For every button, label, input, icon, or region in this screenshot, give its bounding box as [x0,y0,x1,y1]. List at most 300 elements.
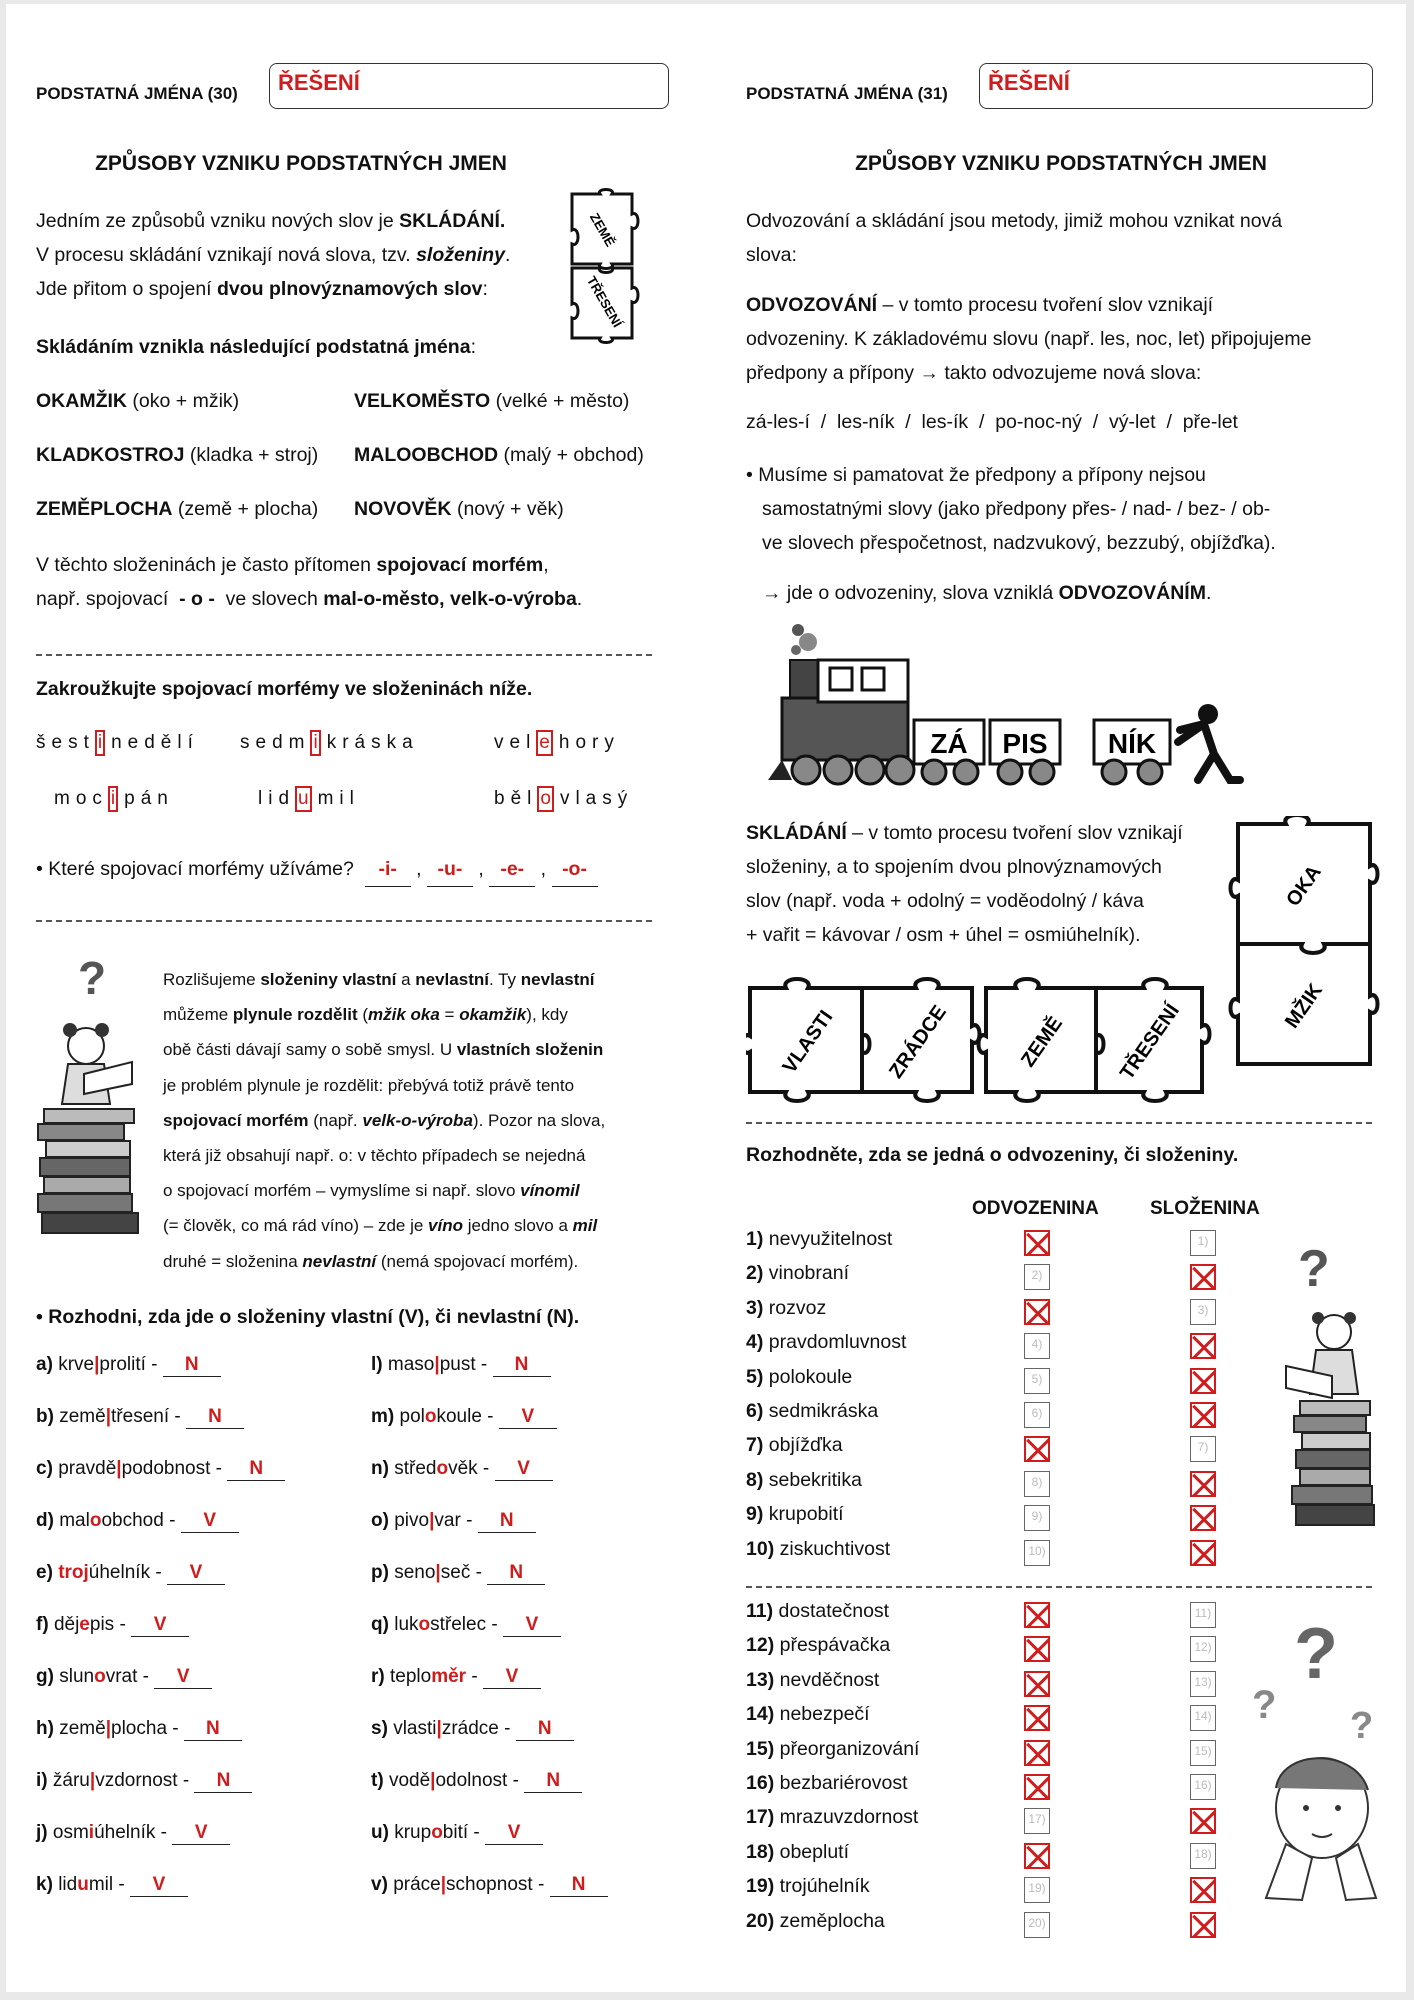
checkbox-number: 7) [1197,1440,1209,1455]
decide-item: d) maloobchod - V [36,1510,239,1533]
classify-item [746,1400,878,1423]
odvozenina-checkbox[interactable] [1024,1671,1050,1697]
slozenina-checkbox[interactable] [1190,1230,1216,1256]
solution-box [269,63,669,109]
item-letter: m) [371,1406,395,1427]
word-part: luk [394,1614,419,1635]
decide-item: k) lidumil - V [36,1874,188,1897]
word-part: zrádce [441,1718,499,1739]
item-letter: l) [371,1354,383,1375]
slozenina-checkbox[interactable] [1190,1402,1216,1428]
example-3: KLADKOSTROJ (kladka + stroj) [36,444,319,466]
examples-heading: Skládáním vznikla následující podstatná jména: [36,336,476,358]
item-word: pravdomluvnost [768,1331,907,1354]
decide-item: u) krupobití - V [371,1822,543,1845]
classify-item [746,1772,908,1795]
checkbox-number: 14) [1194,1709,1212,1724]
morpheme-marker: troj [58,1562,89,1583]
example-4: MALOOBCHOD (malý + obchod) [354,444,644,466]
item-number: 17) [746,1806,775,1829]
example-5: ZEMĚPLOCHA (země + plocha) [36,498,319,520]
classify-item [746,1738,919,1761]
odvozenina-checkbox[interactable] [1024,1368,1050,1394]
item-number: 4) [746,1331,764,1354]
word-part: prolití [99,1354,146,1375]
morpheme-marker: e [79,1614,90,1635]
word-part: třesení [111,1406,170,1427]
left-worksheet [36,4,686,1992]
divider [36,920,652,922]
classify-item [746,1875,870,1898]
morpheme-marker: | [105,1718,112,1739]
item-letter: f) [36,1614,49,1635]
item-letter: p) [371,1562,389,1583]
intro-paragraph: Odvozování a skládání jsou metody, jimiž mohou vznikat nová slova: [746,210,1283,266]
morpheme-marker: o [89,1510,102,1531]
odvozenina-checkbox[interactable] [1024,1471,1050,1497]
item-number: 8) [746,1468,764,1491]
classify-item [746,1331,906,1354]
checkbox-number: 5) [1031,1371,1043,1386]
svg-text:TŘESENÍ: TŘESENÍ [583,273,626,330]
answer-blank[interactable]: -i- [365,852,411,887]
checkbox-number: 15) [1194,1743,1212,1758]
item-number: 13) [746,1668,775,1691]
morpheme-marker: | [116,1458,122,1479]
svg-text:OKA: OKA [1282,861,1326,911]
divider [746,1586,1372,1588]
answer-blank[interactable]: V [154,1666,212,1689]
answer-blank[interactable]: N [186,1406,244,1429]
item-word: polokoule [768,1365,853,1388]
slozenina-checkbox[interactable] [1190,1540,1216,1566]
word-part: odolnost [435,1770,508,1791]
item-word: přespávačka [779,1634,891,1657]
task-decide-heading: • Rozhodni, zda jde o složeniny vlastní (V), či nevlastní (N). [36,1306,580,1328]
word-part: plocha [111,1718,168,1739]
item-number: 12) [746,1634,775,1657]
slozenina-checkbox[interactable] [1190,1436,1216,1462]
answer-blank[interactable]: N [227,1458,285,1481]
item-letter: g) [36,1666,54,1687]
classify-item [746,1634,890,1657]
morpheme-marker: | [434,1354,440,1375]
answer-blank[interactable]: V [172,1822,230,1845]
word-part: seč [440,1562,471,1583]
word-part: vodě [388,1770,431,1791]
slozenina-checkbox[interactable] [1190,1774,1216,1800]
vlastni-nevlastni-text: Rozlišujeme složeniny vlastní a nevlastní. Ty nevlastní můžeme plynule rozdělit (mžik oka = okamžik), kdy obě části dávají samy o sobě smysl. U vlastních složenin je problém plynule je rozdělit: přebývá totiž právě tento spojovací morfém (např. velk-o-výroba). Pozor na slova, která již obsahují např. o: v těchto případech se nejedná o spojovací morfém – vymyslíme si např. slovo vínomil (= člověk, co má rád víno) – zde je víno jedno slovo a mil druhé = složenina nevlastní (nemá spojovací morfém). [163,970,606,1271]
decide-item: l) maso|pust - N [371,1354,551,1377]
odvozovani-paragraph: ODVOZOVÁNÍ – v tomto procesu tvoření slov vznikají odvozeniny. K základovému slovu (např. les, noc, let) připojujeme předpony a přípony → takto odvozujeme nová slova: [746,294,1312,384]
odvozenina-checkbox[interactable] [1024,1877,1050,1903]
svg-text:ZEMĚ: ZEMĚ [1017,1012,1067,1072]
solution-label: ŘEŠENÍ [278,70,360,95]
slozenina-checkbox[interactable] [1190,1671,1216,1697]
answer-blank[interactable]: V [499,1406,557,1429]
decide-item: o) pivo|var - N [371,1510,536,1533]
svg-text:ZEMĚ: ZEMĚ [586,210,618,250]
slozenina-checkbox[interactable] [1190,1843,1216,1869]
example-1: OKAMŽIK (oko + mžik) [36,390,240,412]
word-part: bití [442,1822,469,1843]
classify-item [746,1538,890,1561]
checkbox-number: 10) [1028,1543,1046,1558]
derived-words-line: zá-les-í / les-ník / les-ík / po-noc-ný / vý-let / pře-let [746,411,1238,433]
word-part: země [59,1718,106,1739]
slozenina-checkbox[interactable] [1190,1705,1216,1731]
morpheme-marker: i [88,1822,95,1843]
task-classify-heading: Rozhodněte, zda se jedná o odvozeniny, či složeniny. [746,1144,1239,1166]
item-word: bezbariérovost [779,1772,908,1794]
page-header-label: PODSTATNÁ JMÉNA (30) [36,84,238,103]
column-header-slozenina: SLOŽENINA [1150,1198,1260,1219]
morpheme-marker: o [94,1666,106,1687]
svg-text:NÍK: NÍK [1107,728,1157,759]
decide-item: j) osmiúhelník - V [36,1822,230,1845]
word-part: podobnost [121,1458,211,1479]
word-part: koule [436,1406,482,1427]
checkbox-number: 6) [1031,1406,1043,1420]
morfem-paragraph: V těchto složeninách je často přítomen spojovací morfém, např. spojovací - o - ve slovech mal-o-město, velk-o-výroba. [36,554,583,610]
item-letter: a) [36,1354,53,1375]
answer-blank[interactable]: N [487,1562,545,1585]
decide-item: q) lukostřelec - V [371,1614,561,1637]
item-word: ziskuchtivost [779,1537,891,1560]
morpheme-marker: | [436,1718,442,1739]
word-part: seno [394,1562,436,1583]
decide-item: v) práce|schopnost - N [371,1874,608,1897]
checkbox-number: 2) [1031,1268,1043,1283]
answer-blank[interactable]: N [478,1510,536,1533]
item-word: mrazuvzdornost [779,1806,919,1829]
odvozenina-checkbox[interactable] [1024,1740,1050,1766]
word-part: osm [52,1822,89,1843]
item-number: 16) [746,1772,775,1794]
answer-blank[interactable]: V [483,1666,541,1689]
answer-blank[interactable]: V [167,1562,225,1585]
train-illustration [768,620,1268,790]
item-letter: v) [371,1874,388,1895]
item-number: 3) [746,1296,764,1319]
answer-blank[interactable]: N [163,1354,221,1377]
classify-item [746,1366,852,1389]
classify-item [746,1806,918,1829]
item-number: 14) [746,1703,775,1726]
decide-item: f) dějepis - V [36,1614,189,1637]
classify-item [746,1262,849,1285]
item-letter: d) [36,1510,54,1531]
worksheet-page [6,4,1406,1992]
checkbox-number: 17) [1028,1812,1046,1827]
svg-text:VLASTI: VLASTI [778,1006,838,1078]
word-part: schopnost [446,1874,533,1895]
answer-blank[interactable]: N [524,1770,582,1793]
item-number: 5) [746,1365,764,1388]
odvozenina-checkbox[interactable] [1024,1333,1050,1359]
odvozenina-checkbox[interactable] [1024,1264,1050,1290]
word-part: krup [394,1822,432,1843]
word-part: úhelník [94,1822,156,1843]
word-part: teplo [390,1666,432,1687]
classify-item [746,1297,826,1320]
word-part: střelec [430,1614,487,1635]
item-letter: j) [36,1822,48,1843]
item-word: sebekritika [768,1468,862,1491]
slozenina-checkbox[interactable] [1190,1740,1216,1766]
word-part: děj [53,1614,80,1635]
item-word: nevděčnost [779,1668,880,1691]
skladani-paragraph: SKLÁDÁNÍ – v tomto procesu tvoření slov vznikají složeniny, a to spojením dvou plnovýznamových slov (např. voda + odolný = voděodolný / káva + vařit = kávovar / osm + úhel = osmiúhelník). [746,822,1183,946]
odvozenina-checkbox[interactable] [1024,1636,1050,1662]
slozenina-checkbox[interactable] [1190,1912,1216,1938]
classify-item [746,1434,843,1457]
column-header-odvozenina: ODVOZENINA [972,1198,1099,1219]
word-part: střed [394,1458,437,1479]
odvozenina-checkbox[interactable] [1024,1602,1050,1628]
item-word: sedmikráska [768,1400,879,1422]
item-number: 18) [746,1840,775,1863]
svg-text:?: ? [1350,1705,1374,1747]
item-letter: n) [371,1458,389,1479]
morpheme-marker: | [435,1562,441,1583]
checkbox-number: 9) [1031,1509,1043,1524]
circle-word-2: sedm i kráska [240,730,419,756]
decide-item: g) slunovrat - V [36,1666,212,1689]
word-part: vlasti [393,1718,437,1739]
item-number: 10) [746,1537,775,1560]
morpheme-marker: o [436,1458,449,1479]
checkbox-number: 13) [1194,1674,1212,1689]
item-number: 20) [746,1909,775,1932]
item-word: nevyužitelnost [768,1228,893,1250]
word-part: země [59,1406,106,1427]
answer-blank[interactable]: N [550,1874,608,1897]
answer-blank[interactable]: N [516,1718,574,1741]
word-part: vzdornost [95,1770,178,1791]
item-word: objížďka [768,1434,843,1457]
word-part: krve [58,1354,95,1375]
morpheme-marker: | [94,1354,100,1375]
item-letter: t) [371,1770,384,1791]
odvozenina-checkbox[interactable] [1024,1402,1050,1428]
word-part: mal [59,1510,90,1531]
item-letter: o) [371,1510,389,1531]
word-part: obchod [101,1510,164,1531]
odvozenina-checkbox[interactable] [1024,1540,1050,1566]
classify-item [746,1841,849,1864]
item-word: nebezpečí [779,1703,870,1726]
decide-item: a) krve|prolití - N [36,1354,221,1377]
slozenina-checkbox[interactable] [1190,1636,1216,1662]
circle-word-4: moc i pán [54,786,174,812]
word-part: žáru [52,1770,90,1791]
word-part: věk [448,1458,478,1479]
solution-label: ŘEŠENÍ [988,70,1070,95]
item-number: 1) [746,1228,764,1250]
morpheme-marker: o [424,1406,437,1427]
word-part: vrat [105,1666,138,1687]
classify-item [746,1503,844,1526]
item-number: 9) [746,1503,764,1526]
odvozenina-checkbox[interactable] [1024,1436,1050,1462]
word-part: slun [59,1666,95,1687]
divider [746,1122,1372,1124]
item-word: dostatečnost [778,1600,890,1622]
item-word: vinobraní [768,1262,849,1285]
odvozenina-checkbox[interactable] [1024,1808,1050,1834]
circle-word-3: vel e hory [494,730,620,756]
slozenina-checkbox[interactable] [1190,1808,1216,1834]
morpheme-marker: o [431,1822,443,1843]
note-paragraph: • Musíme si pamatovat že předpony a přípony nejsou samostatnými slovy (jako předpony přes- / nad- / bez- / ob- ve slovech přespočetnost, nadzvukový, bezzubý, objížďka). [746,464,1276,554]
answer-blank[interactable]: V [181,1510,239,1533]
checkbox-number: 4) [1031,1337,1043,1352]
decide-item: r) teploměr - V [371,1666,541,1689]
answer-blank[interactable]: V [131,1614,189,1637]
word-part: pust [439,1354,476,1375]
morpheme-marker: měr [431,1666,467,1687]
answer-blank[interactable]: N [184,1718,242,1741]
page-header-label: PODSTATNÁ JMÉNA (31) [746,84,948,103]
answer-blank[interactable]: V [495,1458,553,1481]
section-title: ZPŮSOBY VZNIKU PODSTATNÝCH JMEN [855,152,1267,175]
answer-blank[interactable]: -e- [489,852,535,887]
checkbox-number: 19) [1028,1881,1046,1896]
checkbox-number: 18) [1194,1846,1212,1861]
odvozenina-checkbox[interactable] [1024,1912,1050,1938]
answer-blank[interactable]: -o- [552,852,598,887]
slozenina-checkbox[interactable] [1190,1602,1216,1628]
circle-word-1: šest i nedělí [36,730,199,756]
item-number: 6) [746,1400,764,1422]
odvozenina-checkbox[interactable] [1024,1230,1050,1256]
divider [36,654,652,656]
item-word: rozvoz [768,1296,827,1319]
checkbox-number: 11) [1194,1606,1212,1620]
svg-text:?: ? [1294,1614,1338,1694]
item-number: 7) [746,1434,764,1457]
item-word: trojúhelník [779,1875,870,1898]
odvozenina-checkbox[interactable] [1024,1705,1050,1731]
slozenina-checkbox[interactable] [1190,1368,1216,1394]
classify-item [746,1228,892,1251]
item-letter: u) [371,1822,389,1843]
checkbox-number: 20) [1028,1915,1046,1930]
slozenina-checkbox[interactable] [1190,1264,1216,1290]
item-letter: k) [36,1874,53,1895]
classify-item [746,1469,862,1492]
answer-blank[interactable]: V [503,1614,561,1637]
item-word: přeorganizování [779,1737,920,1760]
decide-item: p) seno|seč - N [371,1562,545,1585]
answer-blank[interactable]: N [194,1770,252,1793]
girl-reading-illustration [1276,1236,1376,1556]
girl-reading-illustration [36,954,146,1254]
item-word: zeměplocha [779,1909,885,1932]
morpheme-marker: | [105,1406,112,1427]
decide-item: s) vlasti|zrádce - N [371,1718,574,1741]
word-part: pol [399,1406,425,1427]
checkbox-number: 8) [1031,1474,1043,1489]
item-number: 15) [746,1737,775,1760]
morpheme-marker: | [440,1874,447,1895]
item-letter: e) [36,1562,53,1583]
svg-text:?: ? [78,954,107,1004]
item-letter: i) [36,1770,48,1791]
word-part: úhelník [88,1562,151,1583]
answer-blank[interactable]: V [485,1822,543,1845]
decide-item: n) středověk - V [371,1458,553,1481]
arrow-conclusion: → jde o odvozeniny, slova vzniklá ODVOZOVÁNÍM. [762,582,1212,604]
puzzle-icon [566,188,652,344]
odvozenina-checkbox[interactable] [1024,1505,1050,1531]
word-part: pivo [394,1510,430,1531]
example-2: VELKOMĚSTO (velké + město) [354,390,630,412]
classify-item [746,1910,885,1933]
word-part: pis [89,1614,115,1635]
decide-item: m) polokoule - V [371,1406,557,1429]
item-letter: h) [36,1718,54,1739]
odvozenina-checkbox[interactable] [1024,1774,1050,1800]
slozenina-checkbox[interactable] [1190,1333,1216,1359]
checkbox-number: 16) [1194,1778,1212,1792]
morph-question: • Které spojovací morfémy užíváme? -i- , -u- , -e- , -o- [36,852,598,887]
item-letter: r) [371,1666,385,1687]
item-letter: c) [36,1458,53,1479]
thinking-woman-illustration [1246,1608,1396,1908]
word-part: lid [58,1874,78,1895]
answer-blank[interactable]: N [493,1354,551,1377]
checkbox-number: 3) [1197,1302,1209,1317]
svg-text:TŘESENÍ: TŘESENÍ [1116,1000,1184,1084]
item-word: obeplutí [779,1840,850,1863]
slozenina-checkbox[interactable] [1190,1877,1216,1903]
item-letter: q) [371,1614,389,1635]
decide-item: h) země|plocha - N [36,1718,242,1741]
word-part: pravdě [58,1458,117,1479]
word-part: mil [88,1874,114,1895]
item-number: 11) [746,1600,774,1622]
section-title: ZPŮSOBY VZNIKU PODSTATNÝCH JMEN [95,152,507,175]
item-number: 2) [746,1262,764,1285]
decide-item: e) trojúhelník - V [36,1562,225,1585]
morpheme-marker: | [89,1770,96,1791]
odvozenina-checkbox[interactable] [1024,1299,1050,1325]
item-number: 19) [746,1875,775,1898]
item-word: krupobití [768,1503,844,1526]
circle-word-6: běl o vlasý [494,786,633,812]
answer-blank[interactable]: -u- [427,852,473,887]
item-letter: b) [36,1406,54,1427]
decide-item: i) žáru|vzdornost - N [36,1770,252,1793]
odvozenina-checkbox[interactable] [1024,1843,1050,1869]
morpheme-marker: | [429,1510,435,1531]
slozenina-checkbox[interactable] [1190,1505,1216,1531]
answer-blank[interactable]: V [130,1874,188,1897]
word-part: var [434,1510,461,1531]
svg-text:PIS: PIS [1002,728,1048,759]
checkbox-number: 12) [1194,1640,1212,1655]
morpheme-marker: | [430,1770,436,1791]
slozenina-checkbox[interactable] [1190,1471,1216,1497]
intro-paragraph: Jedním ze způsobů vzniku nových slov je SKLÁDÁNÍ. V procesu skládání vznikají nová slova, tzv. složeniny. Jde přitom o spojení dvou plnovýznamových slov: [36,210,511,300]
slozenina-checkbox[interactable] [1190,1299,1216,1325]
svg-text:?: ? [1298,1240,1330,1298]
example-6: NOVOVĚK (nový + věk) [354,498,564,520]
item-letter: s) [371,1718,388,1739]
classify-item [746,1600,889,1623]
